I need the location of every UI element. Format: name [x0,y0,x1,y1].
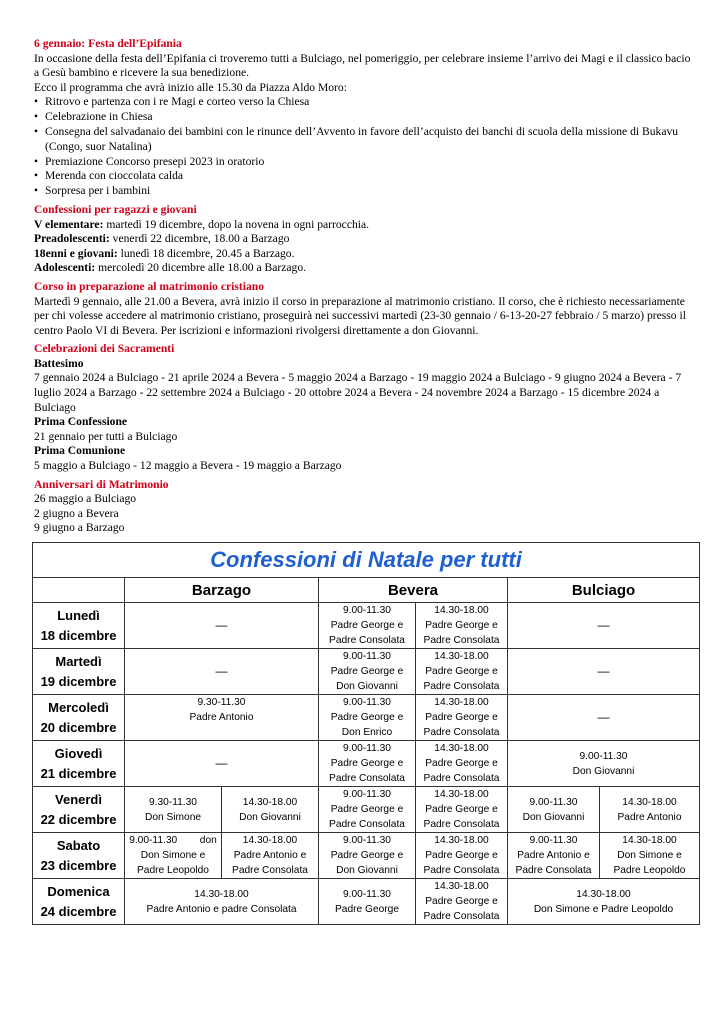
column-header-bevera: Bevera [319,578,508,603]
slot-cell [319,741,416,787]
slot-time: 14.30-18.00 [242,835,298,846]
slot-priest: Padre Consolata [423,635,500,646]
day-date: 24 dicembre [40,903,117,919]
day-date: 20 dicembre [40,719,117,735]
list-item: • Merenda con cioccolata calda [34,169,694,184]
slot-priest: Padre Consolata [329,819,405,830]
slot-priest: Padre Consolata [423,865,500,876]
slot-priest: Padre George e [425,896,498,907]
day-name: Domenica [47,883,110,899]
slot-cell [416,603,508,649]
column-header-bulciago: Bulciago [508,578,700,603]
day-date: 19 dicembre [40,673,117,689]
slot-priest: Padre Consolata [515,865,592,876]
epifania-section [34,37,694,199]
table-row [33,879,700,925]
day-name: Giovedì [54,745,103,761]
battesimo-label: Battesimo [34,356,84,370]
slot-priest: Padre Consolata [423,773,500,784]
slot-priest: Padre Consolata [423,911,500,922]
slot-cell [319,695,416,741]
confessioni-line [34,218,694,233]
corso-heading: Corso in preparazione al matrimonio cristiano [34,279,265,293]
slot-time: 9.00-11.30 [343,789,391,800]
slot-cell [508,787,600,833]
slot-time: 9.00-11.30 [579,750,628,762]
slot-cell [416,695,508,741]
slot-cell [125,879,319,925]
list-item: • Celebrazione in Chiesa [34,110,694,125]
slot-priest: Padre Consolata [423,681,500,692]
slot-cell [416,741,508,787]
slot-time: 9.00-11.30 don [129,835,217,846]
slot-cell [125,833,222,879]
list-item: • Consegna del salvadanaio dei bambini con le rinunce dell’Avvento in favore dell’acquisto dei banchi di scuola della missione di Bukavu (Congo, suor Natalina) [34,125,694,155]
anniversari-line: 26 maggio a Bulciago [34,492,137,506]
slot-time: 14.30-18.00 [434,605,489,616]
empty-slot: — [508,695,700,741]
slot-priest: Don Simone [144,811,202,823]
table-row [33,833,700,879]
slot-priest: Padre George e [330,712,404,723]
slot-priest: Padre George e [425,850,498,861]
slot-priest: Padre George [335,903,399,915]
slot-time: 9.00-11.30 [343,651,391,662]
slot-time: 14.30-18.00 [434,789,489,800]
slot-cell [416,787,508,833]
slot-cell [319,787,416,833]
slot-time: 14.30-18.00 [576,888,631,900]
list-item: • Sorpresa per i bambini [34,184,694,199]
slot-cell [319,833,416,879]
day-cell [33,879,125,925]
day-name: Martedì [55,653,102,669]
slot-time: 14.30-18.00 [434,651,489,662]
day-date: 21 dicembre [40,765,117,781]
slot-cell [319,879,416,925]
slot-cell [508,879,700,925]
slot-priest: Padre George e [330,804,404,815]
empty-slot: — [125,741,319,787]
line-label: Adolescenti: [34,261,96,275]
slot-priest: Don Simone e [140,850,206,861]
slot-priest: Padre Consolata [329,635,405,646]
slot-time: 14.30-18.00 [434,835,489,846]
slot-priest: Padre Leopoldo [137,865,209,876]
line-label: 18enni e giovani: [34,246,118,260]
slot-time: 9.30-11.30 [149,796,197,808]
anniversari-line: 9 giugno a Barzago [34,521,125,535]
day-date: 18 dicembre [40,627,117,643]
list-item: • Ritrovo e partenza con i re Magi e corteo verso la Chiesa [34,95,694,110]
slot-priest: Don Giovanni [336,681,398,692]
slot-time: 9.00-11.30 [343,697,391,708]
line-text: lunedì 18 dicembre, 20.45 a Barzago. [117,246,295,260]
slot-cell [125,695,319,741]
confessioni-line [34,247,694,262]
slot-priest: Padre Antonio e [517,850,590,861]
sacramenti-section [34,342,694,473]
slot-cell [416,879,508,925]
line-text: mercoledì 20 dicembre alle 18.00 a Barzago. [95,261,307,275]
slot-cell [222,833,319,879]
column-header-barzago: Barzago [125,578,319,603]
confessioni-line [34,261,694,276]
table-row [33,695,700,741]
slot-cell [600,833,700,879]
line-text: martedì 19 dicembre, dopo la novena in ogni parrocchia. [103,217,370,231]
prima-comunione-text: 5 maggio a Bulciago - 12 maggio a Bevera - 19 maggio a Barzago [34,459,342,473]
empty-slot: — [508,603,700,649]
slot-priest: Padre Antonio [617,811,682,823]
slot-priest: Don Simone e [617,850,682,861]
sacramenti-heading: Celebrazioni dei Sacramenti [34,342,175,356]
slot-time: 14.30-18.00 [434,743,489,754]
slot-priest: Padre George e [425,620,498,631]
slot-priest: Padre George e [425,804,498,815]
slot-time: 14.30-18.00 [622,835,677,846]
slot-time: 9.00-11.30 [529,835,578,846]
slot-cell [125,787,222,833]
line-text: venerdì 22 dicembre, 18.00 a Barzago [109,232,290,246]
prima-confessione-text: 21 gennaio per tutti a Bulciago [34,429,178,443]
day-date: 23 dicembre [40,857,117,873]
slot-priest: Padre George e [425,758,498,769]
table-row [33,787,700,833]
corner-cell [33,578,125,603]
slot-time: 9.00-11.30 [343,888,391,900]
anniversari-heading: Anniversari di Matrimonio [34,477,169,491]
slot-time: 14.30-18.00 [434,881,489,892]
prima-confessione-label: Prima Confessione [34,415,128,429]
confessions-table [32,542,700,925]
bulletin-text [34,37,694,540]
slot-cell [416,649,508,695]
corso-text: Martedì 9 gennaio, alle 21.00 a Bevera, avrà inizio il corso in preparazione al matrimonio cristiano. Il corso, che è richiesto necessariamente per chi volesse accedere al matrimonio cristiano, proseguirà nei successivi martedì (23-30 gennaio / 6-13-20-27 febbraio / 5 marzo) presso il centro Paolo VI di Bevera. Per iscrizioni e informazioni rivolgersi direttamente a don Giovanni. [34,294,686,337]
slot-priest: Padre Antonio e padre Consolata [146,903,297,915]
slot-priest: Don Giovanni [522,811,585,823]
slot-cell [319,649,416,695]
line-label: Preadolescenti: [34,232,110,246]
slot-cell [416,833,508,879]
slot-priest: Don Giovanni [572,765,635,777]
list-item: • Premiazione Concorso presepi 2023 in oratorio [34,155,694,170]
day-date: 22 dicembre [40,811,117,827]
slot-cell [222,787,319,833]
table-title: Confessioni di Natale per tutti [33,543,700,578]
slot-priest: Padre George e [330,850,404,861]
slot-priest: Padre Leopoldo [613,865,686,876]
slot-time: 14.30-18.00 [434,697,489,708]
table-row [33,741,700,787]
slot-cell [508,833,600,879]
confessioni-ragazzi-section [34,203,694,276]
prima-comunione-label: Prima Comunione [34,444,126,458]
day-name: Mercoledì [48,699,109,715]
slot-time: 14.30-18.00 [194,888,249,900]
table-row [33,603,700,649]
slot-priest: Padre George e [425,712,498,723]
epifania-intro: In occasione della festa dell’Epifania ci troveremo tutti a Bulciago, nel pomeriggio, per celebrare insieme l’arrivo dei Magi e il classico bacio a Gesù bambino e ricevere la sua benedizione. [34,51,691,80]
slot-priest: Padre Consolata [329,773,405,784]
slot-priest: Don Giovanni [336,865,398,876]
slot-priest: Padre Consolata [232,865,308,876]
empty-slot: — [508,649,700,695]
anniversari-section [34,478,694,536]
slot-time: 9.00-11.30 [529,796,578,808]
slot-cell [508,741,700,787]
confessioni-ragazzi-heading: Confessioni per ragazzi e giovani [34,202,197,216]
battesimo-text: 7 gennaio 2024 a Bulciago - 21 aprile 2024 a Bevera - 5 maggio 2024 a Barzago - 19 maggio 2024 a Bulciago - 9 giugno 2024 a Bevera - 7 luglio 2024 a Barzago - 22 settembre 2024 a Bulciago - 20 ottobre 2024 a Bevera - 24 novembre 2024 a Barzago - 15 dicembre 2024 a Bulciago [34,371,682,414]
slot-priest: Don Giovanni [239,811,301,823]
slot-cell [319,603,416,649]
slot-priest: Padre George e [330,666,404,677]
corso-section [34,280,694,338]
epifania-heading: 6 gennaio: Festa dell’Epifania [34,37,182,50]
table-row [33,649,700,695]
slot-priest: Padre Antonio e [233,850,307,861]
day-cell [33,741,125,787]
slot-time: 9.00-11.30 [343,605,391,616]
day-cell [33,787,125,833]
day-cell [33,833,125,879]
day-name: Venerdì [55,791,102,807]
slot-priest: Padre George e [330,758,404,769]
day-name: Lunedì [57,607,100,623]
anniversari-line: 2 giugno a Bevera [34,506,119,520]
epifania-program: Ecco il programma che avrà inizio alle 15.30 da Piazza Aldo Moro: [34,80,347,94]
slot-priest: Don Enrico [341,727,393,738]
slot-priest: Padre George e [425,666,498,677]
slot-priest: Don Simone e Padre Leopoldo [533,903,674,915]
day-cell [33,695,125,741]
slot-time: 14.30-18.00 [622,796,677,808]
day-name: Sabato [56,837,101,853]
slot-priest: Padre Consolata [423,727,500,738]
slot-priest: Padre Consolata [423,819,500,830]
slot-cell [600,787,700,833]
empty-slot: — [125,603,319,649]
day-cell [33,603,125,649]
slot-time: 9.30-11.30 [197,697,246,708]
line-label: V elementare: [34,217,104,231]
empty-slot: — [125,649,319,695]
slot-time: 9.00-11.30 [343,743,391,754]
slot-time: 14.30-18.00 [242,796,298,808]
slot-priest: Padre George e [330,620,404,631]
epifania-program-list [34,95,694,199]
day-cell [33,649,125,695]
slot-priest: Padre Antonio [189,712,254,723]
slot-time: 9.00-11.30 [343,835,391,846]
confessioni-line [34,232,694,247]
